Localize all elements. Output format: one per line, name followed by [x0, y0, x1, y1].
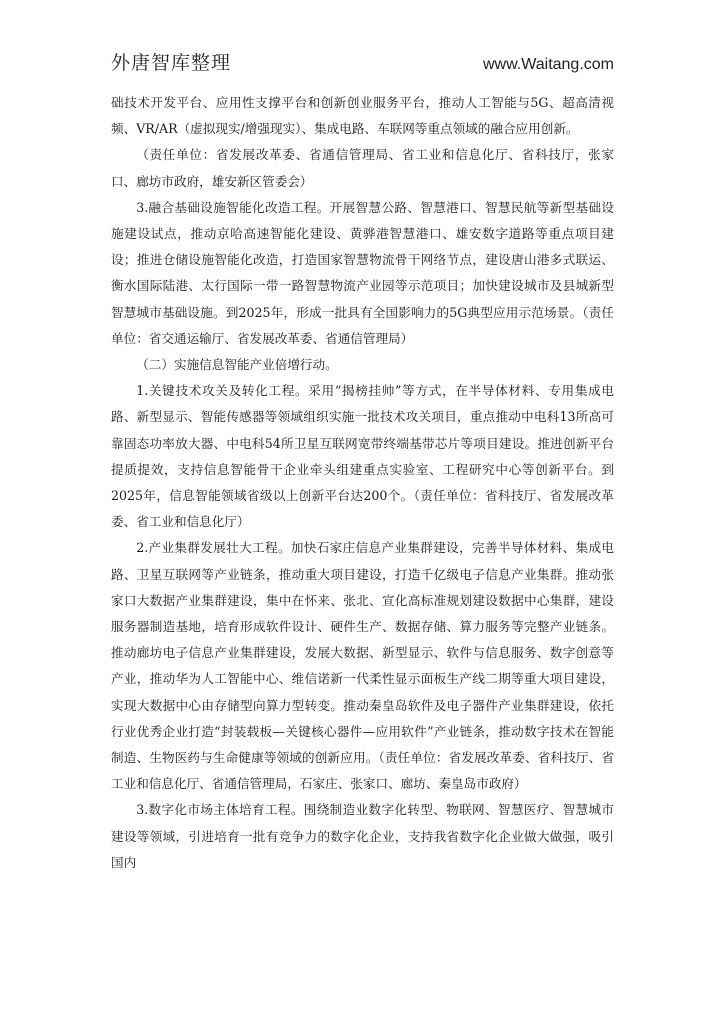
paragraph-responsibility: （责任单位：省发展改革委、省通信管理局、省工业和信息化厅、省科技厅，张家口、廊坊市政府，雄安新区管委会）	[111, 147, 614, 189]
paragraph-continuation: 础技术开发平台、应用性支撑平台和创新创业服务平台，推动人工智能与5G、超高清视频、VR/AR（虚拟现实/增强现实）、集成电路、车联网等重点领域的融合应用创新。	[111, 95, 614, 137]
paragraph-infrastructure: 3.融合基础设施智能化改造工程。开展智慧公路、智慧港口、智慧民航等新型基础设施建设试点，推动京哈高速智能化建设、黄骅港智慧港口、雄安数字道路等重点项目建设；推进仓储设施智能化改造，打造国家智慧物流骨干网络节点，建设唐山港多式联运、衡水国际陆港、太行国际一带一路智慧物流产业园等示范项目；加快建设城市及县城新型智慧城市基础设施。到2025年，形成一批具有全国影响力的5G典型应用示范场景。（责任单位：省交通运输厅、省发展改革委、省通信管理局）	[111, 199, 614, 346]
header-url: www.Waitang.com	[483, 56, 614, 73]
section-heading: （二）实施信息智能产业倍增行动。	[136, 357, 338, 373]
header-title: 外唐智库整理	[111, 52, 232, 74]
paragraph-industry-cluster: 2.产业集群发展壮大工程。加快石家庄信息产业集群建设，完善半导体材料、集成电路、卫星互联网等产业链条，推动重大项目建设，打造千亿级电子信息产业集群。推动张家口大数据产业集群建设，集中在怀来、张北、宣化高标准规划建设数据中心集群，建设服务器制造基地，培育形成软件设计、硬件生产、数据存储、算力服务等完整产业链条。推动廊坊电子信息产业集群建设，发展大数据、新型显示、软件与信息服务、数字创意等产业，推动华为人工智能中心、维信诺新一代柔性显示面板生产线二期等重大项目建设，实现大数据中心由存储型向算力型转变。推动秦皇岛软件及电子器件产业集群建设，依托行业优秀企业打造“封装载板—关键核心器件—应用软件”产业链条，推动数字技术在智能制造、生物医药与生命健康等领域的创新应用。（责任单位：省发展改革委、省科技厅、省工业和信息化厅、省通信管理局，石家庄、张家口、廊坊、秦皇岛市政府）	[111, 540, 614, 792]
paragraph-digital-market: 3.数字化市场主体培育工程。围绕制造业数字化转型、物联网、智慧医疗、智慧城市建设等领域，引进培育一批有竞争力的数字化企业，支持我省数字化企业做大做强，吸引国内	[111, 802, 614, 870]
paragraph-key-tech: 1.关键技术攻关及转化工程。采用“揭榜挂帅”等方式，在半导体材料、专用集成电路、新型显示、智能传感器等领域组织实施一批技术攻关项目，重点推动中电科13所高可靠固态功率放大器、中电科54所卫星互联网宽带终端基带芯片等项目建设。推进创新平台提质提效，支持信息智能骨干企业牵头组建重点实验室、工程研究中心等创新平台。到2025年，信息智能领域省级以上创新平台达200个。（责任单位：省科技厅、省发展改革委、省工业和信息化厅）	[111, 383, 614, 530]
document-body	[111, 90, 614, 876]
page-header	[111, 48, 614, 78]
